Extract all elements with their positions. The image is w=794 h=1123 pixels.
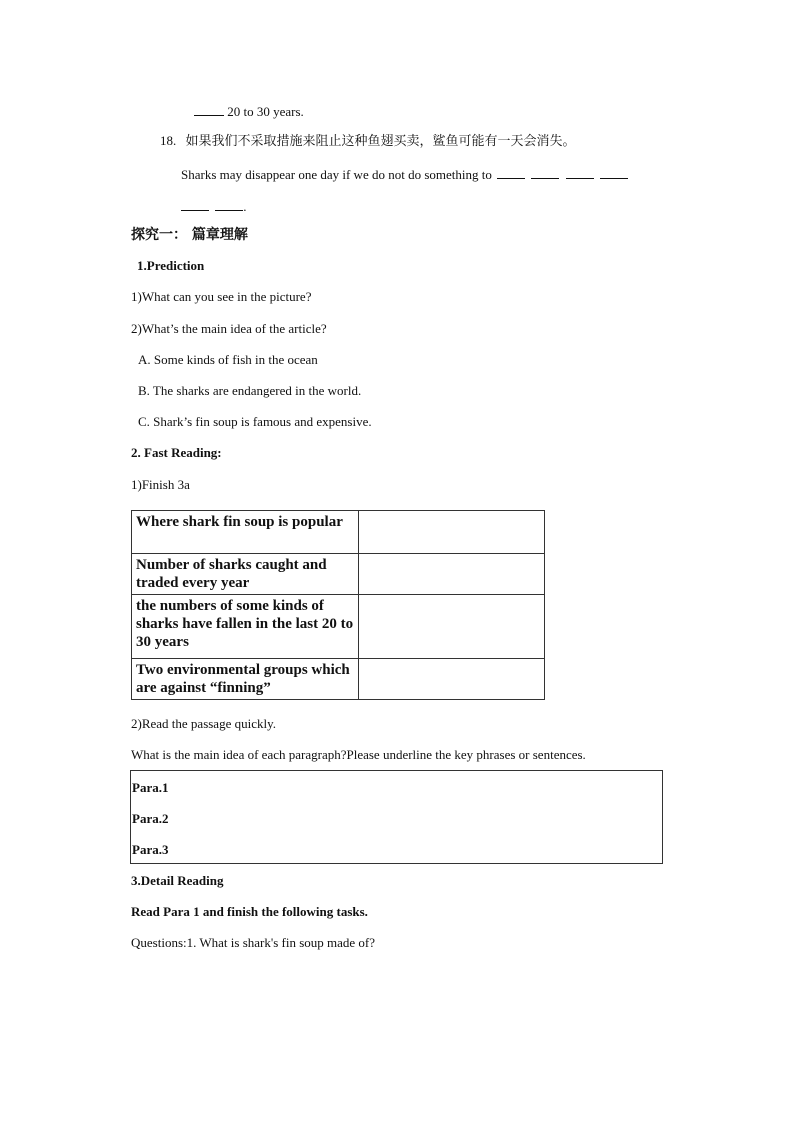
- option-b: B. The sharks are endangered in the world.: [138, 383, 362, 398]
- main-idea-instruction: What is the main idea of each paragraph?Please underline the key phrases or sentences.: [131, 747, 586, 762]
- blank: [497, 166, 525, 179]
- blank: [181, 198, 209, 211]
- detail-heading: 3.Detail Reading: [131, 873, 224, 888]
- question-18-en: Sharks may disappear one day if we do not do something to: [181, 166, 628, 183]
- table-row: [132, 554, 545, 595]
- fast-reading-heading: 2. Fast Reading:: [131, 445, 222, 460]
- prediction-heading: 1.Prediction: [137, 258, 205, 273]
- answer-line-17-end: 20 to 30 years.: [194, 103, 304, 120]
- table-row: [132, 659, 545, 700]
- blank: [215, 198, 243, 211]
- detail-question: Questions:1. What is shark's fin soup made of?: [131, 935, 376, 950]
- row-label: Where shark fin soup is popular: [132, 511, 359, 554]
- para-label: Para.1: [132, 780, 169, 795]
- para-label: Para.3: [132, 842, 169, 857]
- row-label: Number of sharks caught and traded every year: [132, 554, 359, 595]
- answer-cell[interactable]: [358, 554, 544, 595]
- option-a: A. Some kinds of fish in the ocean: [138, 352, 318, 367]
- row-label: Two environmental groups which are against “finning”: [132, 659, 359, 700]
- paragraph-ideas-box: [130, 770, 663, 864]
- blank: [531, 166, 559, 179]
- table-row: [132, 511, 545, 554]
- question-18-cn: 18. 如果我们不采取措施来阻止这种鱼翅买卖，鲨鱼可能有一天会消失。: [160, 133, 576, 149]
- answer-cell[interactable]: [358, 659, 544, 700]
- blank: [600, 166, 628, 179]
- section-title: 探究一： 篇章理解: [131, 227, 248, 243]
- blank: [194, 103, 224, 116]
- fast-task-1: 1)Finish 3a: [131, 477, 190, 492]
- blank: [566, 166, 594, 179]
- answer-cell[interactable]: [358, 511, 544, 554]
- answer-cell[interactable]: [358, 595, 544, 659]
- table-row: [132, 595, 545, 659]
- prediction-q1: 1)What can you see in the picture?: [131, 289, 312, 304]
- fast-task-2: 2)Read the passage quickly.: [131, 716, 276, 731]
- detail-subheading: Read Para 1 and finish the following tasks.: [131, 904, 368, 919]
- row-label: the numbers of some kinds of sharks have fallen in the last 20 to 30 years: [132, 595, 359, 659]
- table-3a: [131, 510, 545, 700]
- para-label: Para.2: [132, 811, 169, 826]
- question-18-en-cont: .: [181, 198, 247, 215]
- option-c: C. Shark’s fin soup is famous and expensive.: [138, 414, 372, 429]
- prediction-q2: 2)What’s the main idea of the article?: [131, 321, 327, 336]
